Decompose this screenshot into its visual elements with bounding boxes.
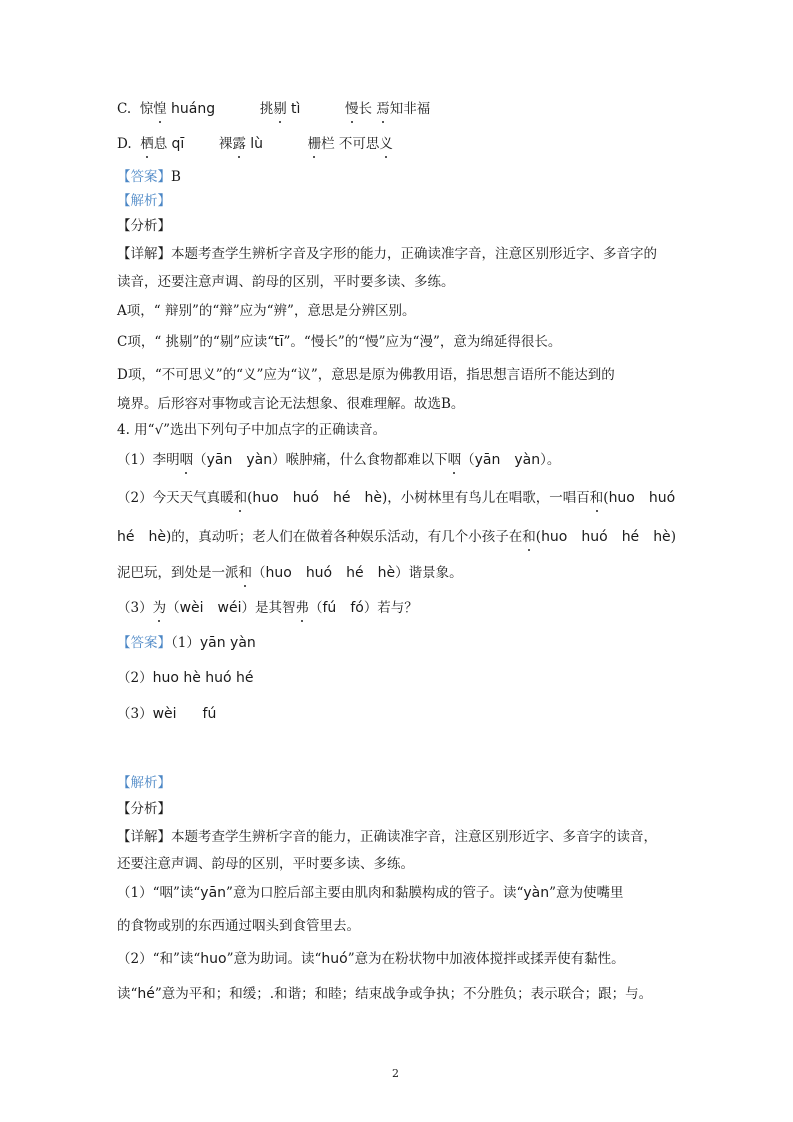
analysis-tag-4: 【解析】 [117,775,171,791]
pinyin-option: yàn [514,452,541,468]
answer-pinyin: huo hè huó hé [152,670,254,686]
answer-value: B [171,169,181,185]
pinyin-option: yàn [246,452,273,468]
dotted-char: 慢 [345,101,359,117]
option-d [117,135,393,153]
option-c [117,100,430,118]
answer-pinyin: wèi [152,706,177,722]
dotted-char: 惶 [153,101,167,117]
detail-3-line2: 读音，还要注意声调、韵母的区别，平时要多读、多练。 [117,274,455,290]
text: （ [461,452,475,468]
word-part: 不可思 [338,136,380,152]
word-part: 惊 [139,101,154,117]
text: ”意为平和；和缓；.和谐；和睦；结束战争或争执；不分胜负；表示联合；跟；与。 [154,986,653,1002]
text: C项，“ 挑剔”的“剔”应读“ [117,334,275,350]
pinyin-option: yān [474,452,501,468]
page-number: 2 [392,1067,399,1080]
question-4-title: 4. 用“√”选出下列句子中加点字的正确读音。 [117,422,387,438]
answer-pinyin: yān yàn [199,635,256,651]
answer-4-line1 [117,634,256,652]
dotted-char: 焉 [376,101,390,117]
pinyin-option: hè [364,490,382,506]
question-4-s2-line3 [117,564,463,582]
item-number: （2） [117,670,153,686]
answer-pinyin: fú [202,706,217,722]
pinyin-option: yān [206,452,233,468]
detail-4-line2: 还要注意声调、韵母的区别，平时要多读、多练。 [117,856,414,872]
word-part: 长 [358,101,372,117]
pinyin-option: hè [653,529,671,545]
detail-4-e1-line2: 的食物或别的东西通过咽头到食管里去。 [117,918,360,934]
text: （ [166,600,180,616]
text: （1）李明 [117,452,180,468]
text: （ [309,600,323,616]
option-label: C. [117,101,132,117]
question-4-s2-line2 [117,528,676,546]
dotted-char: 露 [232,136,246,152]
text: （ [252,565,266,581]
pinyin: tī [274,334,284,350]
question-4-s3 [117,599,418,617]
dotted-char: 和 [238,565,252,581]
text: ）谐景象。 [395,565,463,581]
text: ”。“慢长”的“慢”应为“漫”，意为绵延得很长。 [283,334,562,350]
detail-3-a: A项，“ 辩别”的“辩”应为“辨”，意思是分辨区别。 [117,303,416,319]
pinyin-option: huo [608,490,635,506]
dotted-char: 和 [589,490,604,506]
detail-text: 本题考查学生辨析字音的能力，正确读准字音，注意区别形近字、多音字的读音， [171,829,657,845]
text: ”意为助词。读“ [226,951,322,967]
detail-3-line1 [117,245,657,263]
text: )的，真动听；老人们在做着各种娱乐活动，有几个小孩子在 [166,529,523,545]
pinyin-option: huo [541,529,568,545]
detail-4-line1 [117,828,657,846]
pinyin-option: hè [377,565,396,581]
dotted-char: 和 [522,529,536,545]
text: （3） [117,600,153,616]
answer-4-line2 [117,669,254,687]
pinyin-option: hé [333,490,351,506]
text: ）喉肿痛，什么食物都难以下 [272,452,448,468]
detail-4-e2 [117,950,625,968]
pinyin: huó [321,951,348,967]
pinyin-option: fó [350,600,364,616]
text: ）。 [540,452,561,468]
dotted-char: 咽 [447,452,462,468]
detail-3-c [117,333,561,351]
text: ( [535,529,542,545]
dotted-char: 栖 [140,136,154,152]
pinyin-option: huó [581,529,608,545]
pinyin-option: huo [252,490,279,506]
answer-tag: 【答案】 [117,635,171,651]
pinyin-option: hé [117,529,135,545]
pinyin-option: wéi [217,600,242,616]
text: （2）“和”读“ [117,951,201,967]
text: ”意为使嘴里 [549,885,624,901]
pinyin: yàn [523,885,550,901]
dotted-char: 栅 [307,136,322,152]
pinyin-option: hé [346,565,364,581]
pinyin-option: huó [305,565,333,581]
text: 泥巴玩，到处是一派 [117,565,239,581]
text: （2）今天天气真暖 [117,490,234,506]
pinyin-option: huó [292,490,319,506]
detail-4-e1 [117,884,624,902]
item-number: （1） [171,635,200,651]
pinyin: qī [171,136,185,152]
word-part: 裸 [218,136,233,152]
dotted-char: 咽 [179,452,194,468]
answer-3 [117,168,181,186]
pinyin: hé [137,986,155,1002]
text: （ [193,452,207,468]
detail-tag: 【详解】 [117,829,171,845]
detail-3-d1: D项，“不可思义”的“义”应为“议”，意思是原为佛教用语，指思想言语所不能达到的 [117,367,615,383]
answer-4-line3 [117,705,216,723]
word-part: 知非福 [389,101,431,117]
pinyin-option: fú [322,600,337,616]
question-4-s1 [117,451,560,469]
analysis-tag-3: 【解析】 [117,193,171,209]
pinyin: lù [250,136,263,152]
text: ”意为口腔后部主要由肌肉和黏膜构成的管子。读“ [226,885,524,901]
word-part: 栏 [321,136,335,152]
pinyin: huo [200,951,227,967]
text: ( [603,490,609,506]
fenxi-tag-3: 【分析】 [117,218,171,234]
dotted-char: 弗 [295,600,309,616]
text: ) [670,529,676,545]
pinyin: tì [291,101,301,117]
dotted-char: 义 [379,136,393,152]
item-number: （3） [117,706,153,722]
text: 读“ [117,986,138,1002]
option-label: D. [117,136,132,152]
pinyin: huáng [171,101,216,117]
word-part: 挑 [259,101,274,117]
word-part: 息 [153,136,168,152]
pinyin-option: huo [265,565,292,581]
pinyin: yān [200,885,227,901]
fenxi-tag-4: 【分析】 [117,801,171,817]
dotted-char: 和 [233,490,248,506]
text: ”意为在粉状物中加液体搅拌或揉弄使有黏性。 [347,951,625,967]
pinyin-option: hé [621,529,640,545]
detail-text: 本题考查学生辨析字音及字形的能力，正确读准字音，注意区别形近字、多音字的 [171,246,657,262]
dotted-char: 剔 [273,101,287,117]
answer-tag: 【答案】 [117,169,171,185]
detail-3-d2: 境界。后形容对事物或言论无法想象、很难理解。故选B。 [117,396,465,412]
dotted-char: 为 [152,600,167,616]
pinyin-option: wèi [179,600,204,616]
text: ）是其智 [241,600,296,616]
text: （1）“咽”读“ [117,885,201,901]
pinyin-option: huó [648,490,676,506]
text: ( [247,490,253,506]
text: ）若与？ [363,600,418,616]
text: )，小树林里有鸟儿在唱歌，一唱百 [382,490,590,506]
detail-tag: 【详解】 [117,246,171,262]
pinyin-option: hè [148,529,166,545]
question-4-s2-line1 [117,489,675,507]
detail-4-e3 [117,985,652,1003]
